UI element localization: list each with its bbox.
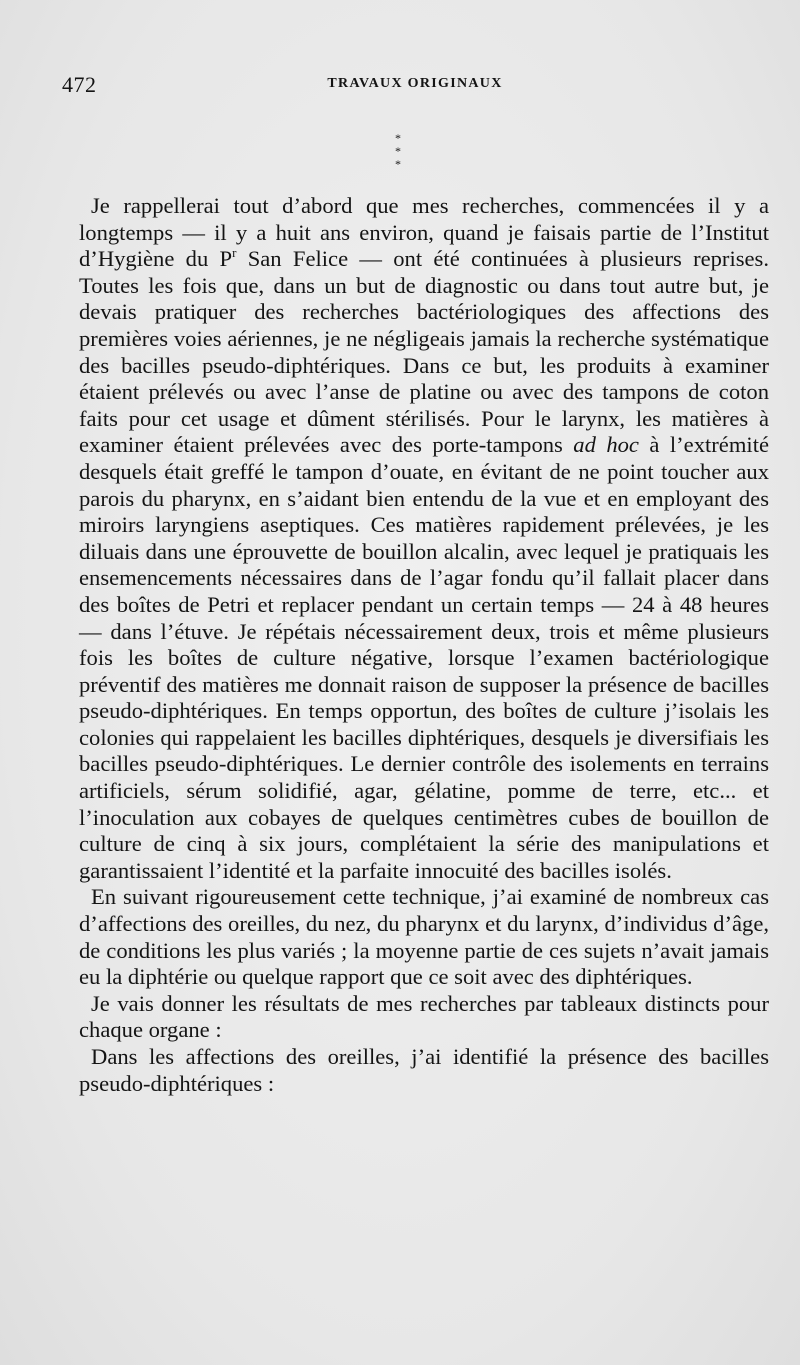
running-title: TRAVAUX ORIGINAUX xyxy=(327,76,503,91)
paragraph-4: Dans les affections des oreilles, j’ai identifié la présence des bacilles pseudo-diphtériques : xyxy=(79,1044,769,1096)
asterism-separator xyxy=(383,132,413,172)
paragraph-1-part-a: Je rappellerai tout d’abord que mes recherches, commencées il y a longtemps — il y a huit ans environ, quand je faisais partie de l’Institut d’Hygiène du P xyxy=(79,193,769,272)
paragraph-1 xyxy=(79,193,769,884)
body-text xyxy=(79,193,769,1097)
page-number: 472 xyxy=(62,72,97,97)
paragraph-1-part-b: San Felice — ont été continuées à plusieurs reprises. Toutes les fois que, dans un but de diagnostic ou dans tout autre but, je devais pratiquer des recherches bactériologiques des affections des premières voies aériennes, je ne négligeais jamais la recherche systématique des bacilles pseudo-diphtériques. Dans ce but, les produits à examiner étaient prélevés ou avec l’anse de platine ou avec des tampons de coton faits pour cet usage et dûment stérilisés. Pour le larynx, les matières à examiner étaient prélevées avec des porte-tampons xyxy=(79,246,769,458)
paragraph-1-superscript: r xyxy=(232,245,237,261)
asterism-bottom: * * xyxy=(395,144,405,171)
paragraph-1-italic: ad hoc xyxy=(573,432,639,458)
paragraph-2: En suivant rigoureusement cette technique, j’ai examiné de nombreux cas d’affections des oreilles, du nez, du pharynx et du larynx, d’individus d’âge, de conditions les plus variés ; la moyenne partie de ces sujets n’avait jamais eu la diphtérie ou quelque rapport que ce soit avec des diphtériques. xyxy=(79,884,769,990)
paragraph-3: Je vais donner les résultats de mes recherches par tableaux distincts pour chaque organe : xyxy=(79,990,769,1043)
paragraph-1-part-c: à l’extrémité desquels était greffé le tampon d’ouate, en évitant de ne point toucher aux parois du pharynx, en s’aidant bien entendu de la vue et en employant des miroirs laryngiens aseptiques. Ces matières rapidement prélevées, je les diluais dans une éprouvette de bouillon alcalin, avec lequel je pratiquais les ensemencements nécessaires dans de l’agar fondu qu’il fallait placer dans des boîtes de Petri et replacer pendant un certain temps — 24 à 48 heures — dans l’étuve. Je répétais nécessairement deux, trois et même plusieurs fois les boîtes de culture négative, lorsque l’examen bactériologique préventif des matières me donnait raison de supposer la présence de bacilles pseudo-diphtériques. En temps opportun, des boîtes de culture j’isolais les colonies qui rappelaient les bacilles diphtériques, desquels je diversifiais les bacilles pseudo-diphtériques. Le dernier contrôle des isolements en terrains artificiels, sérum solidifié, agar, gélatine, pomme de terre, etc... et l’inoculation aux cobayes de quelques centimètres cubes de bouillon de culture de cinq à six jours, complétaient la série des manipulations et garantissaient l’identité et la parfaite innocuité des bacilles isolés. xyxy=(79,432,769,883)
running-head xyxy=(62,72,762,102)
asterism-top: * xyxy=(395,131,401,145)
